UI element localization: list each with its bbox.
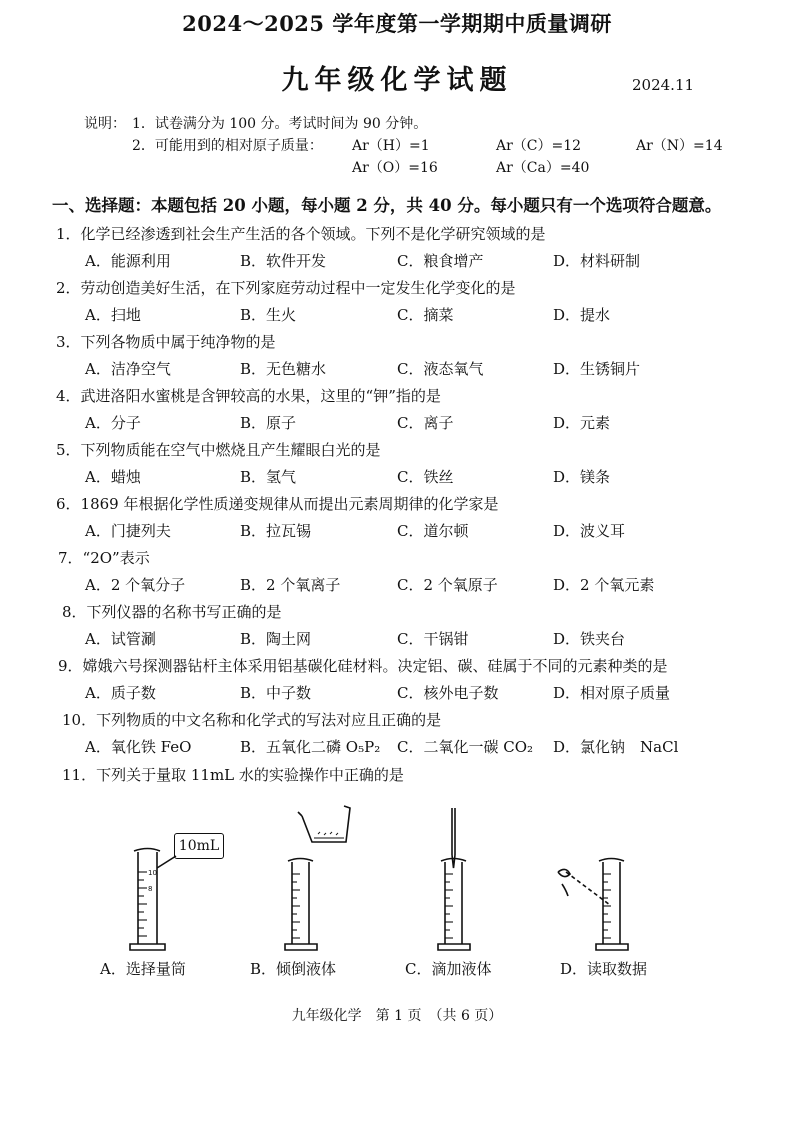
question-5-option-c: C．铁丝 <box>397 468 454 486</box>
question-5-option-a: A．蜡烛 <box>85 468 141 486</box>
question-3-option-b: B．无色糖水 <box>240 360 327 378</box>
atomic-mass-o: Ar（O）=16 <box>352 160 438 176</box>
question-9-stem: 9．嫦娥六号探测器钻杆主体采用铝基碳化硅材料。决定铝、碳、硅属于不同的元素种类的是 <box>58 657 668 675</box>
question-5-stem: 5．下列物质能在空气中燃烧且产生耀眼白光的是 <box>56 441 381 459</box>
question-7-option-d: D．2 个氧元素 <box>553 576 655 594</box>
notes-label: 说明： <box>84 116 126 132</box>
notes-line-2: 2．可能用到的相对原子质量： <box>132 138 323 154</box>
question-8-option-c: C．干锅钳 <box>397 630 469 648</box>
question-7-stem: 7．“2O”表示 <box>58 549 150 567</box>
question-4-option-c: C．离子 <box>397 414 454 432</box>
question-2-option-d: D．提水 <box>553 306 611 324</box>
question-8-option-a: A．试管涮 <box>85 630 156 648</box>
question-4-option-b: B．原子 <box>240 414 297 432</box>
atomic-mass-n: Ar（N）=14 <box>636 138 723 154</box>
question-3-option-d: D．生锈铜片 <box>553 360 641 378</box>
cylinder-c <box>438 808 470 950</box>
question-2-stem: 2．劳动创造美好生活，在下列家庭劳动过程中一定发生化学变化的是 <box>56 279 516 297</box>
question-9-option-d: D．相对原子质量 <box>553 684 671 702</box>
question-7-option-a: A．2 个氧分子 <box>85 576 186 594</box>
question-5-option-d: D．镁条 <box>553 468 611 486</box>
question-8-option-b: B．陶土网 <box>240 630 312 648</box>
question-1-option-b: B．软件开发 <box>240 252 327 270</box>
subject-title: 九年级化学试题 <box>281 65 513 96</box>
question-2-option-a: A．扫地 <box>85 306 141 324</box>
question-6-option-d: D．波义耳 <box>553 522 626 540</box>
section-heading: 一、选择题：本题包括 20 小题，每小题 2 分，共 40 分。每小题只有一个选项符合题意。 <box>52 196 722 215</box>
question-3-stem: 3．下列各物质中属于纯净物的是 <box>56 333 276 351</box>
question-10-stem: 10．下列物质的中文名称和化学式的写法对应且正确的是 <box>62 711 442 729</box>
cylinder-d <box>558 859 628 951</box>
exam-title: 2024～2025 学年度第一学期期中质量调研 <box>182 11 612 36</box>
cylinder-mark-8: 8 <box>148 885 153 893</box>
question-11-stem: 11．下列关于量取 11mL 水的实验操作中正确的是 <box>62 766 404 784</box>
question-6-stem: 6．1869 年根据化学性质递变规律从而提出元素周期律的化学家是 <box>56 495 499 513</box>
question-7-option-c: C．2 个氧原子 <box>397 576 498 594</box>
question-8-stem: 8．下列仪器的名称书写正确的是 <box>62 603 282 621</box>
question-10-option-b: B．五氧化二磷 O₅P₂ <box>240 738 381 756</box>
caption-d: D．读取数据 <box>560 960 648 978</box>
caption-a: A．选择量筒 <box>100 960 186 978</box>
cylinder-mark-10: 10 <box>148 869 157 877</box>
question-2-option-c: C．摘菜 <box>397 306 454 324</box>
caption-b: B．倾倒液体 <box>250 960 337 978</box>
cylinder-a <box>130 849 176 951</box>
question-2-option-b: B．生火 <box>240 306 297 324</box>
question-10-option-a: A．氧化铁 FeO <box>85 738 192 756</box>
caption-c: C．滴加液体 <box>405 960 492 978</box>
question-6-option-a: A．门捷列夫 <box>85 522 171 540</box>
question-4-option-a: A．分子 <box>85 414 141 432</box>
atomic-mass-h: Ar（H）=1 <box>352 138 430 154</box>
question-9-option-a: A．质子数 <box>85 684 156 702</box>
question-10-option-d: D．氯化钠 NaCl <box>553 738 679 756</box>
question-1-option-c: C．粮食增产 <box>397 252 484 270</box>
notes-line-1: 1．试卷满分为 100 分。考试时间为 90 分钟。 <box>132 116 428 132</box>
exam-date: 2024.11 <box>632 76 695 94</box>
question-1-option-a: A．能源利用 <box>85 252 171 270</box>
question-5-option-b: B．氢气 <box>240 468 297 486</box>
question-4-option-d: D．元素 <box>553 414 611 432</box>
cylinder-b <box>285 806 350 950</box>
question-7-option-b: B．2 个氧离子 <box>240 576 341 594</box>
question-8-option-d: D．铁夹台 <box>553 630 626 648</box>
question-9-option-b: B．中子数 <box>240 684 312 702</box>
question-10-option-c: C．二氧化一碳 CO₂ <box>397 738 534 756</box>
page-footer: 九年级化学 第 1 页 （共 6 页） <box>291 1008 503 1024</box>
question-3-option-a: A．洁净空气 <box>85 360 171 378</box>
question-6-option-b: B．拉瓦锡 <box>240 522 312 540</box>
question-3-option-c: C．液态氧气 <box>397 360 484 378</box>
question-4-stem: 4．武进洛阳水蜜桃是含钾较高的水果，这里的“钾”指的是 <box>56 387 441 405</box>
atomic-mass-c: Ar（C）=12 <box>496 138 582 154</box>
question-1-stem: 1．化学已经渗透到社会生产生活的各个领域。下列不是化学研究领域的是 <box>56 225 546 243</box>
question-6-option-c: C．道尔顿 <box>397 522 469 540</box>
volume-callout: 10mL <box>174 833 224 859</box>
atomic-mass-ca: Ar（Ca）=40 <box>496 160 590 176</box>
question-1-option-d: D．材料研制 <box>553 252 641 270</box>
question-9-option-c: C．核外电子数 <box>397 684 499 702</box>
